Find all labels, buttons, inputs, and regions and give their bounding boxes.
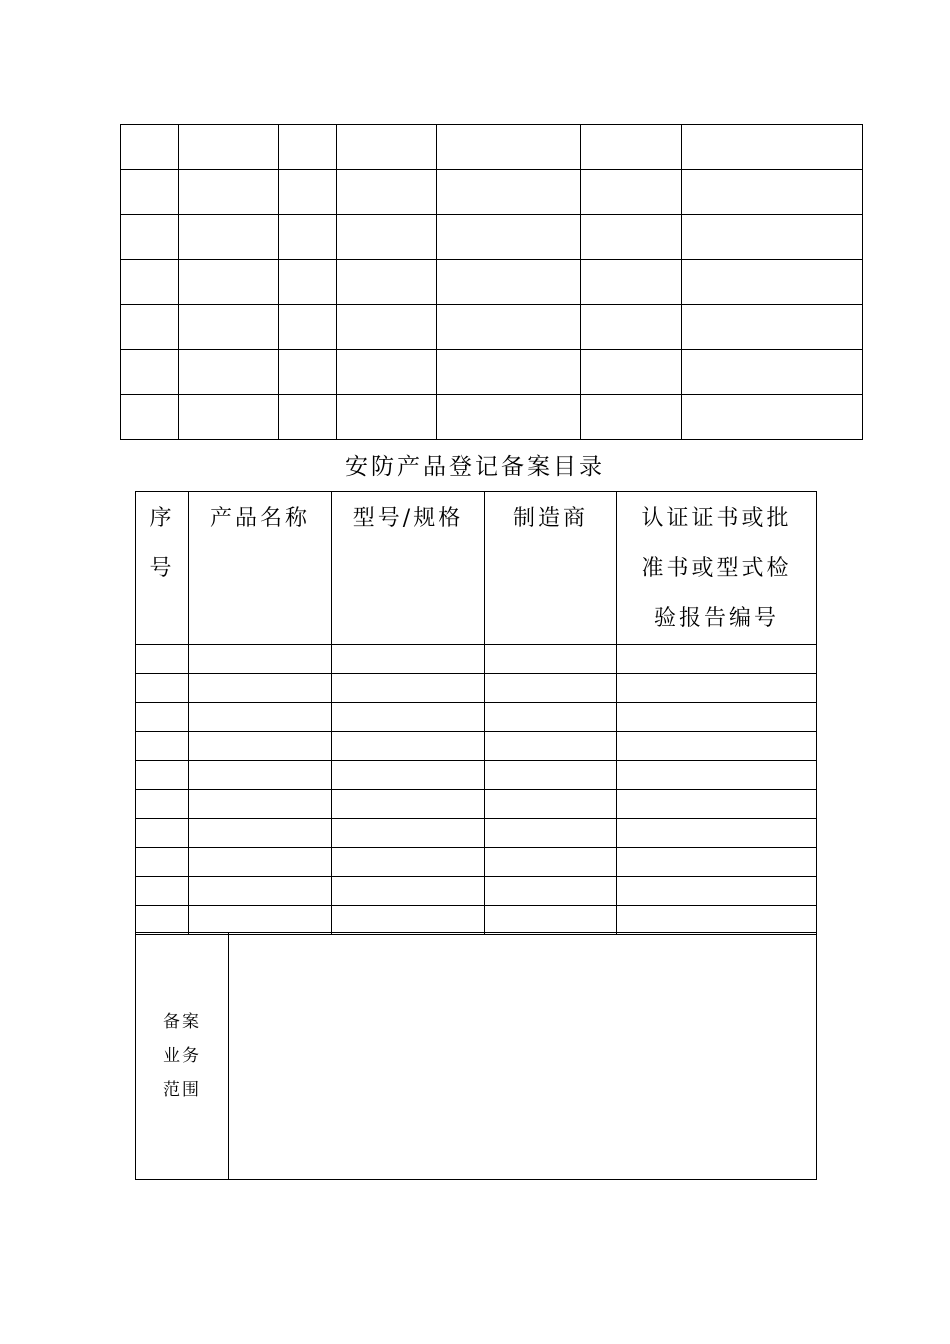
- table-cell[interactable]: [485, 877, 617, 906]
- table-cell[interactable]: [437, 305, 581, 350]
- header-manufacturer: 制造商: [485, 492, 617, 645]
- table-row: [121, 350, 863, 395]
- catalog-table: [135, 491, 817, 935]
- table-row: [136, 877, 817, 906]
- table-cell[interactable]: [136, 848, 189, 877]
- table-row: [136, 906, 817, 935]
- table-cell[interactable]: [485, 703, 617, 732]
- table-cell[interactable]: [189, 761, 332, 790]
- scope-label-line: 业务: [163, 1046, 201, 1066]
- table-cell[interactable]: [437, 170, 581, 215]
- table-cell[interactable]: [337, 170, 437, 215]
- table-cell[interactable]: [581, 305, 682, 350]
- table-row: [136, 819, 817, 848]
- header-seq: 序 号: [136, 492, 189, 645]
- table-cell[interactable]: [337, 395, 437, 440]
- table-cell[interactable]: [617, 703, 817, 732]
- table-cell[interactable]: [581, 215, 682, 260]
- table-row: [121, 260, 863, 305]
- table-cell[interactable]: [332, 732, 485, 761]
- table-row: [136, 848, 817, 877]
- top-blank-table: [120, 124, 863, 440]
- table-cell[interactable]: [485, 848, 617, 877]
- table-cell[interactable]: [189, 819, 332, 848]
- header-product-name: 产品名称: [189, 492, 332, 645]
- table-row: [121, 395, 863, 440]
- table-cell[interactable]: [189, 906, 332, 935]
- table-cell[interactable]: [617, 761, 817, 790]
- table-cell[interactable]: [332, 877, 485, 906]
- table-cell[interactable]: [279, 125, 337, 170]
- header-cert-number: 认证证书或批 准书或型式检 验报告编号: [617, 492, 817, 645]
- table-cell[interactable]: [437, 260, 581, 305]
- table-cell[interactable]: [682, 395, 863, 440]
- table-cell[interactable]: [121, 260, 179, 305]
- table-cell[interactable]: [121, 215, 179, 260]
- table-cell[interactable]: [136, 819, 189, 848]
- table-cell[interactable]: [332, 848, 485, 877]
- table-cell[interactable]: [121, 125, 179, 170]
- table-cell[interactable]: [581, 260, 682, 305]
- table-cell[interactable]: [189, 790, 332, 819]
- table-cell[interactable]: [189, 848, 332, 877]
- scope-content-cell[interactable]: [229, 933, 817, 1180]
- table-cell[interactable]: [179, 350, 279, 395]
- scope-row: [136, 933, 817, 1180]
- scope-label: [136, 933, 229, 1180]
- table-cell[interactable]: [485, 645, 617, 674]
- table-cell[interactable]: [437, 215, 581, 260]
- table-cell[interactable]: [337, 260, 437, 305]
- table-cell[interactable]: [279, 260, 337, 305]
- table-cell[interactable]: [121, 170, 179, 215]
- table-cell[interactable]: [617, 848, 817, 877]
- table-cell[interactable]: [121, 395, 179, 440]
- scope-label-line: 备案: [163, 1012, 201, 1032]
- table-cell[interactable]: [189, 732, 332, 761]
- table-cell[interactable]: [136, 703, 189, 732]
- table-row: [121, 305, 863, 350]
- table-cell[interactable]: [437, 125, 581, 170]
- table-row: [121, 215, 863, 260]
- table-cell[interactable]: [279, 305, 337, 350]
- table-cell[interactable]: [121, 305, 179, 350]
- table-cell[interactable]: [332, 819, 485, 848]
- table-row: [136, 645, 817, 674]
- table-cell[interactable]: [136, 674, 189, 703]
- table-cell[interactable]: [279, 350, 337, 395]
- header-model-spec: 型号/规格: [332, 492, 485, 645]
- table-cell[interactable]: [179, 305, 279, 350]
- table-cell[interactable]: [179, 125, 279, 170]
- table-row: [136, 732, 817, 761]
- table-cell[interactable]: [189, 645, 332, 674]
- table-cell[interactable]: [682, 215, 863, 260]
- table-cell[interactable]: [485, 761, 617, 790]
- table-cell[interactable]: [617, 645, 817, 674]
- table-cell[interactable]: [437, 395, 581, 440]
- catalog-title: 安防产品登记备案目录: [345, 454, 605, 480]
- table-row: [136, 790, 817, 819]
- scope-table: [135, 932, 817, 1180]
- table-cell[interactable]: [279, 215, 337, 260]
- table-cell[interactable]: [179, 260, 279, 305]
- table-cell[interactable]: [337, 125, 437, 170]
- table-cell[interactable]: [485, 819, 617, 848]
- table-cell[interactable]: [617, 790, 817, 819]
- table-cell[interactable]: [485, 790, 617, 819]
- table-cell[interactable]: [189, 877, 332, 906]
- table-cell[interactable]: [189, 674, 332, 703]
- table-cell[interactable]: [136, 732, 189, 761]
- table-cell[interactable]: [179, 395, 279, 440]
- table-row: [121, 125, 863, 170]
- table-cell[interactable]: [617, 819, 817, 848]
- scope-label-line: 范围: [163, 1080, 201, 1100]
- table-cell[interactable]: [617, 906, 817, 935]
- table-cell[interactable]: [581, 395, 682, 440]
- table-cell[interactable]: [279, 170, 337, 215]
- table-cell[interactable]: [189, 703, 332, 732]
- table-cell[interactable]: [332, 761, 485, 790]
- table-cell[interactable]: [136, 877, 189, 906]
- table-cell[interactable]: [121, 350, 179, 395]
- table-cell[interactable]: [682, 170, 863, 215]
- table-row: [136, 703, 817, 732]
- table-row: [121, 170, 863, 215]
- table-cell[interactable]: [332, 790, 485, 819]
- table-row: [136, 674, 817, 703]
- table-cell[interactable]: [617, 674, 817, 703]
- table-cell[interactable]: [136, 645, 189, 674]
- table-cell[interactable]: [136, 906, 189, 935]
- table-cell[interactable]: [485, 674, 617, 703]
- table-cell[interactable]: [437, 350, 581, 395]
- table-cell[interactable]: [581, 350, 682, 395]
- table-cell[interactable]: [279, 395, 337, 440]
- table-cell[interactable]: [337, 305, 437, 350]
- table-cell[interactable]: [337, 350, 437, 395]
- table-cell[interactable]: [682, 350, 863, 395]
- table-cell[interactable]: [682, 125, 863, 170]
- table-cell[interactable]: [485, 732, 617, 761]
- table-cell[interactable]: [617, 732, 817, 761]
- table-cell[interactable]: [581, 170, 682, 215]
- table-row: [136, 761, 817, 790]
- table-cell[interactable]: [581, 125, 682, 170]
- table-cell[interactable]: [485, 906, 617, 935]
- table-cell[interactable]: [617, 877, 817, 906]
- table-cell[interactable]: [332, 645, 485, 674]
- table-cell[interactable]: [179, 170, 279, 215]
- table-cell[interactable]: [136, 790, 189, 819]
- table-cell[interactable]: [682, 260, 863, 305]
- table-cell[interactable]: [332, 703, 485, 732]
- table-cell[interactable]: [337, 215, 437, 260]
- table-cell[interactable]: [332, 906, 485, 935]
- table-cell[interactable]: [332, 674, 485, 703]
- table-cell[interactable]: [179, 215, 279, 260]
- scope-label-text: [136, 1005, 228, 1107]
- table-cell[interactable]: [682, 305, 863, 350]
- catalog-header-row: [136, 492, 817, 645]
- table-cell[interactable]: [136, 761, 189, 790]
